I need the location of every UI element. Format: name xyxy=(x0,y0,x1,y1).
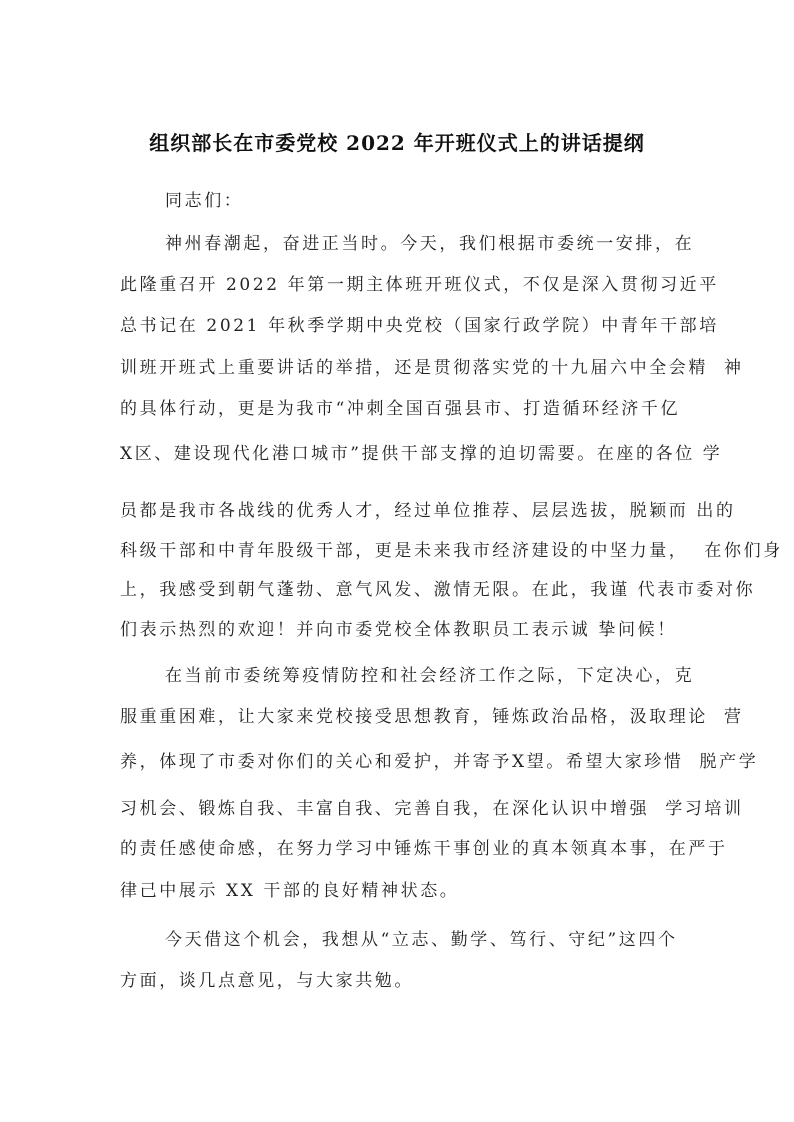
text-line: X区、建设现代化港口城市”提供干部支撑的迫切需要。在座的各位 学 xyxy=(120,444,723,464)
text-line: 员都是我市各战线的优秀人才，经过单位推荐、层层选拔，脱颖而 出的 xyxy=(120,501,736,521)
text-line: 服重重困难，让大家来党校接受思想教育，锤炼政治品格，汲取理论 营 xyxy=(120,707,744,727)
text-line: 养，体现了市委对你们的关心和爱护，并寄予X望。希望大家珍惜 脱产学 xyxy=(120,752,759,772)
text-line: 今天借这个机会，我想从“立志、勤学、笃行、守纪”这四个 xyxy=(165,930,678,950)
text-line: 训班开班式上重要讲话的举措，还是贯彻落实党的十九届六中全会精 神 xyxy=(120,358,744,378)
text-line: 律己中展示 XX 干部的良好精神状态。 xyxy=(120,881,460,901)
text-line: 在当前市委统筹疫情防控和社会经济工作之际，下定决心，克 xyxy=(165,666,695,686)
text-line: 们表示热烈的欢迎！并向市委党校全体教职员工表示诚 挚问候！ xyxy=(120,620,677,640)
text-line: 上，我感受到朝气蓬勃、意气风发、激情无限。在此，我谨 代表市委对你 xyxy=(120,580,756,600)
text-line: 科级干部和中青年股级干部，更是未来我市经济建设的中坚力量， 在你们身 xyxy=(120,541,783,561)
text-line: 的具体行动，更是为我市“冲刺全国百强县市、打造循环经济千亿 xyxy=(120,399,681,419)
text-line: 习机会、锻炼自我、丰富自我、完善自我，在深化认识中增强 学习培训 xyxy=(120,799,744,819)
text-line: 总书记在 2021 年秋季学期中央党校（国家行政学院）中青年干部培 xyxy=(120,316,719,336)
text-line: 神州春潮起，奋进正当时。今天，我们根据市委统一安排，在 xyxy=(165,234,695,254)
document-title: 组织部长在市委党校 2022 年开班仪式上的讲话提纲 xyxy=(149,131,645,155)
text-line: 此隆重召开 2022 年第一期主体班开班仪式，不仅是深入贯彻习近平 xyxy=(120,275,719,295)
text-line: 方面，谈几点意见，与大家共勉。 xyxy=(120,971,414,991)
salutation: 同志们： xyxy=(165,191,244,211)
text-line: 的责任感使命感，在努力学习中锤炼干事创业的真本领真本事，在严于 xyxy=(120,839,728,859)
